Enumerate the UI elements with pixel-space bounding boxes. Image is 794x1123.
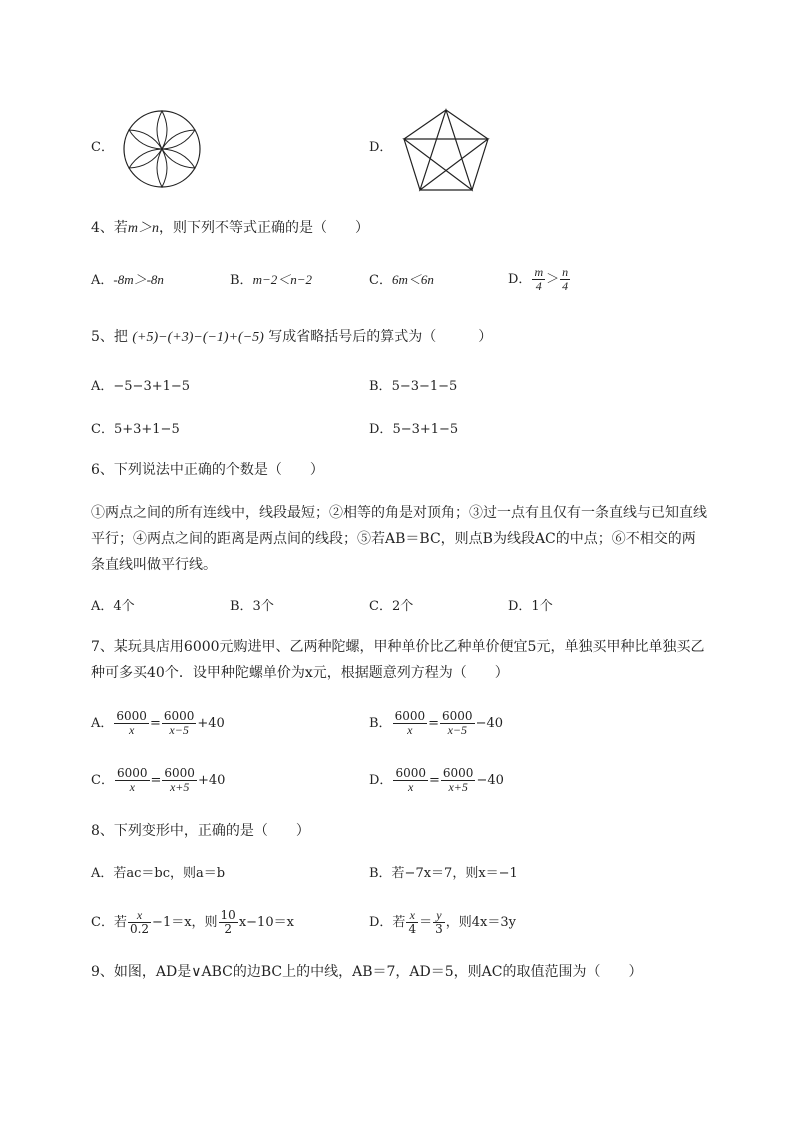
frac-numerator: x xyxy=(406,909,418,923)
frac-denominator: x xyxy=(407,723,413,737)
q5-option-d-label: D． xyxy=(369,422,393,437)
q7-option-a-rhs xyxy=(162,710,197,737)
q7-option-d xyxy=(369,763,504,799)
question-4-stem xyxy=(91,218,369,239)
q5-stem-expr: (+5)−(+3)−(−1)+(−5) xyxy=(132,330,264,345)
q5-option-a-label: A． xyxy=(91,379,114,394)
frac-denominator: x xyxy=(129,723,135,737)
frac-numerator: 6000 xyxy=(163,709,195,723)
q4-option-a-label: A． xyxy=(91,273,114,288)
q7-option-c-lhs xyxy=(115,767,150,794)
frac-denominator: x+5 xyxy=(448,780,468,794)
frac-denominator: 4 xyxy=(562,279,569,293)
q7-option-a-lhs xyxy=(114,710,149,737)
q4-option-d-frac-2 xyxy=(560,266,570,293)
frac-denominator: x−5 xyxy=(169,723,189,737)
frac-denominator: x+5 xyxy=(169,780,190,794)
q3-option-d-label: D． xyxy=(369,140,393,155)
q7-option-a-tail: +40 xyxy=(197,716,225,731)
equals-sign: = xyxy=(149,716,161,731)
frac-numerator: 6000 xyxy=(164,766,195,780)
frac-denominator: 4 xyxy=(535,279,542,293)
q7-option-c xyxy=(91,763,225,799)
q4-stem-math: m＞n xyxy=(127,221,160,236)
frac-denominator: 3 xyxy=(435,922,443,936)
frac-numerator: m xyxy=(534,265,544,279)
q7-option-a-label: A． xyxy=(91,716,114,731)
q6-option-b: B．3个 xyxy=(230,599,274,614)
q7-option-d-tail: −40 xyxy=(476,773,504,788)
q5-option-c xyxy=(91,420,180,440)
q4-option-c-label: C． xyxy=(369,273,392,288)
q8-option-d xyxy=(369,905,516,941)
q8-option-c-mid: −1＝x，则 xyxy=(152,915,218,930)
q7-option-d-rhs xyxy=(441,767,476,794)
q6-statement-line-1: ①两点之间的所有连线中，线段最短；②相等的角是对顶角；③过一点有且仅有一条直线与已知直线 xyxy=(91,505,707,521)
q8-option-d-label: D．若 xyxy=(369,915,406,930)
circle-flower-icon xyxy=(120,107,204,191)
q8-option-a: A．若ac＝bc，则a＝b xyxy=(91,866,226,881)
q4-option-d-label: D． xyxy=(508,272,532,287)
q5-option-b-label: B． xyxy=(369,379,392,394)
q5-option-d-text: 5−3+1−5 xyxy=(392,422,459,437)
frac-denominator: 2 xyxy=(224,922,232,936)
q5-option-b xyxy=(369,377,457,397)
q5-option-b-text: 5−3−1−5 xyxy=(391,379,458,394)
frac-numerator: n xyxy=(562,265,569,279)
frac-denominator: x−5 xyxy=(447,723,467,737)
q7-option-c-rhs xyxy=(162,767,197,794)
q7-option-c-tail: +40 xyxy=(197,773,226,788)
question-8-stem: 8、下列变形中，正确的是（ ） xyxy=(91,823,310,839)
frac-numerator: 6000 xyxy=(116,709,147,723)
q4-option-c-text: 6m＜6n xyxy=(391,272,434,287)
question-6-stem: 6、下列说法中正确的个数是（ ） xyxy=(91,462,324,478)
q6-option-d: D．1个 xyxy=(508,599,553,614)
frac-numerator: 6000 xyxy=(116,766,148,780)
equals-sign: = xyxy=(428,773,440,788)
q7-option-a xyxy=(91,706,225,742)
q8-option-c xyxy=(91,905,294,941)
q5-option-a xyxy=(91,377,190,397)
frac-numerator: 6000 xyxy=(394,709,426,723)
frac-denominator: x xyxy=(129,780,135,794)
q5-stem-pre: 5、把 xyxy=(91,329,128,345)
q8-option-c-end: x−10＝x xyxy=(238,915,294,930)
q8-option-d-frac-2 xyxy=(433,909,445,936)
q5-option-c-text: 5+3+1−5 xyxy=(113,422,180,437)
frac-denominator: 4 xyxy=(408,922,417,936)
q6-statement-line-2: 平行；④两点之间的距离是两点间的线段；⑤若AB＝BC，则点B为线段AC的中点；⑥不相交的两 xyxy=(91,531,696,547)
q8-option-d-end: ，则4x＝3y xyxy=(445,915,516,930)
equals-sign: = xyxy=(150,773,162,788)
q8-option-d-eq: ＝ xyxy=(419,915,433,930)
q7-option-c-label: C． xyxy=(91,773,114,788)
q6-option-c: C．2个 xyxy=(369,599,414,614)
q4-option-a xyxy=(91,270,164,291)
question-7-stem-line-2: 种可多买40个．设甲种陀螺单价为x元，根据题意列方程为（ ） xyxy=(91,665,509,681)
q8-option-c-frac-1 xyxy=(128,909,151,936)
q4-option-c xyxy=(369,270,434,291)
q8-option-c-frac-2 xyxy=(219,909,238,936)
frac-numerator: 10 xyxy=(220,908,236,922)
q4-option-b xyxy=(230,270,312,291)
q8-option-d-frac-1 xyxy=(406,909,418,936)
q4-option-d xyxy=(508,262,571,298)
q4-option-d-frac-1 xyxy=(532,266,545,293)
equals-sign: = xyxy=(428,716,440,731)
q8-option-b: B．若−7x＝7，则x＝−1 xyxy=(369,866,518,881)
pentagram-in-pentagon-icon xyxy=(400,106,492,194)
q7-option-d-label: D． xyxy=(369,773,393,788)
frac-denominator: x xyxy=(408,780,414,794)
q4-stem-pre: 4、若 xyxy=(91,220,128,236)
question-5-stem xyxy=(91,327,492,348)
q7-option-b-rhs xyxy=(440,710,475,737)
q6-option-a: A．4个 xyxy=(91,599,135,614)
frac-numerator: y xyxy=(433,909,445,923)
frac-numerator: 6000 xyxy=(442,766,474,780)
q8-option-c-label: C．若 xyxy=(91,915,127,930)
q7-option-b xyxy=(369,706,503,742)
q5-stem-post: 写成省略括号后的算式为（ ） xyxy=(268,329,493,345)
q7-option-b-lhs xyxy=(393,710,428,737)
q4-option-a-text: -8m＞-8n xyxy=(113,272,164,287)
q4-option-d-relation: ＞ xyxy=(546,272,560,287)
q5-option-d xyxy=(369,420,458,440)
question-7-stem-line-1: 7、某玩具店用6000元购进甲、乙两种陀螺，甲种单价比乙种单价便宜5元，单独买甲种比单独买乙 xyxy=(91,639,705,655)
q4-stem-post: ，则下列不等式正确的是（ ） xyxy=(159,220,370,236)
question-9-stem: 9、如图，AD是∨ABC的边BC上的中线，AB＝7，AD＝5，则AC的取值范围为（ ） xyxy=(91,964,643,980)
q4-option-b-label: B． xyxy=(230,273,253,288)
q3-option-c-label: C． xyxy=(91,140,114,155)
frac-numerator: x xyxy=(128,909,151,923)
q7-option-d-lhs xyxy=(393,767,428,794)
frac-numerator: 6000 xyxy=(395,766,426,780)
frac-numerator: 6000 xyxy=(442,709,473,723)
frac-denominator: 0.2 xyxy=(129,922,150,936)
q5-option-c-label: C． xyxy=(91,422,114,437)
q5-option-a-text: −5−3+1−5 xyxy=(113,379,191,394)
q6-statement-line-3: 条直线叫做平行线。 xyxy=(91,557,217,573)
q4-option-b-text: m−2＜n−2 xyxy=(252,272,312,287)
q7-option-b-label: B． xyxy=(369,716,392,731)
q7-option-b-tail: −40 xyxy=(475,716,503,731)
